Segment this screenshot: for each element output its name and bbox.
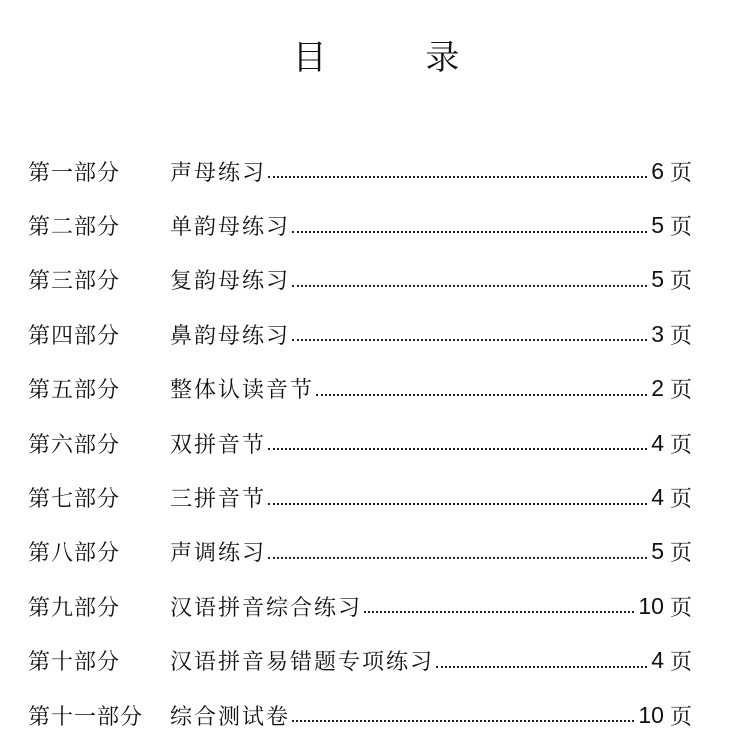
toc-page-count: 4 (651, 647, 664, 674)
toc-page-unit: 页 (669, 650, 692, 676)
dot-leader (292, 215, 647, 237)
toc-page-count: 5 (651, 266, 664, 293)
dot-leader (292, 323, 647, 345)
toc-entry (28, 688, 692, 742)
dot-leader (436, 650, 647, 672)
toc-page-unit: 页 (669, 595, 692, 621)
toc-entry (28, 470, 692, 524)
toc-page-count: 10 (638, 592, 664, 619)
page-title: 目 录 (292, 38, 504, 78)
toc-part-label: 第四部分 (28, 323, 121, 349)
toc-section-name: 汉语拼音易错题专项练习 (170, 650, 435, 676)
toc-section-name: 汉语拼音综合练习 (170, 595, 363, 621)
toc-part-label: 第七部分 (28, 487, 121, 513)
dot-leader (292, 704, 634, 726)
toc-part-label: 第一部分 (28, 160, 121, 186)
dot-leader (364, 595, 634, 617)
toc-page-count: 5 (651, 212, 664, 239)
toc-entry (28, 198, 692, 252)
toc-part-label: 第六部分 (28, 432, 121, 458)
dot-leader (268, 487, 647, 509)
toc-page-count: 3 (651, 320, 664, 347)
toc-section-name: 复韵母练习 (170, 269, 291, 295)
toc-page-count: 2 (651, 375, 664, 402)
toc-page-count: 4 (651, 429, 664, 456)
dot-leader (316, 378, 647, 400)
toc-section-name: 综合测试卷 (170, 704, 291, 730)
dot-leader (292, 269, 647, 291)
toc-section-name: 双拼音节 (170, 432, 267, 458)
toc-entry (28, 144, 692, 198)
toc-part-label: 第三部分 (28, 269, 121, 295)
toc-entry (28, 253, 692, 307)
toc-part-label: 第九部分 (28, 595, 121, 621)
toc-entry (28, 362, 692, 416)
toc-page-count: 4 (651, 484, 664, 511)
toc-page-count: 10 (638, 701, 664, 728)
toc-part-label: 第十部分 (28, 650, 121, 676)
dot-leader (268, 432, 647, 454)
toc-page-unit: 页 (669, 378, 692, 404)
toc-page-unit: 页 (669, 160, 692, 186)
toc-entry (28, 525, 692, 579)
toc-page-count: 6 (651, 157, 664, 184)
toc-page-unit: 页 (669, 541, 692, 567)
toc-list (28, 144, 692, 742)
toc-part-label: 第十一部分 (28, 704, 144, 730)
toc-section-name: 鼻韵母练习 (170, 323, 291, 349)
toc-part-label: 第五部分 (28, 378, 121, 404)
toc-section-name: 三拼音节 (170, 487, 267, 513)
toc-part-label: 第八部分 (28, 541, 121, 567)
toc-page-count: 5 (651, 538, 664, 565)
toc-part-label: 第二部分 (28, 215, 121, 241)
toc-entry (28, 416, 692, 470)
toc-entry (28, 579, 692, 633)
toc-section-name: 整体认读音节 (170, 378, 315, 404)
toc-section-name: 声母练习 (170, 160, 267, 186)
dot-leader (268, 160, 647, 182)
toc-page-unit: 页 (669, 269, 692, 295)
toc-section-name: 声调练习 (170, 541, 267, 567)
toc-section-name: 单韵母练习 (170, 215, 291, 241)
dot-leader (268, 541, 647, 563)
toc-entry (28, 634, 692, 688)
toc-page-unit: 页 (669, 215, 692, 241)
toc-page-unit: 页 (669, 704, 692, 730)
toc-page-unit: 页 (669, 323, 692, 349)
toc-page-unit: 页 (669, 487, 692, 513)
toc-entry (28, 307, 692, 361)
toc-page-unit: 页 (669, 432, 692, 458)
